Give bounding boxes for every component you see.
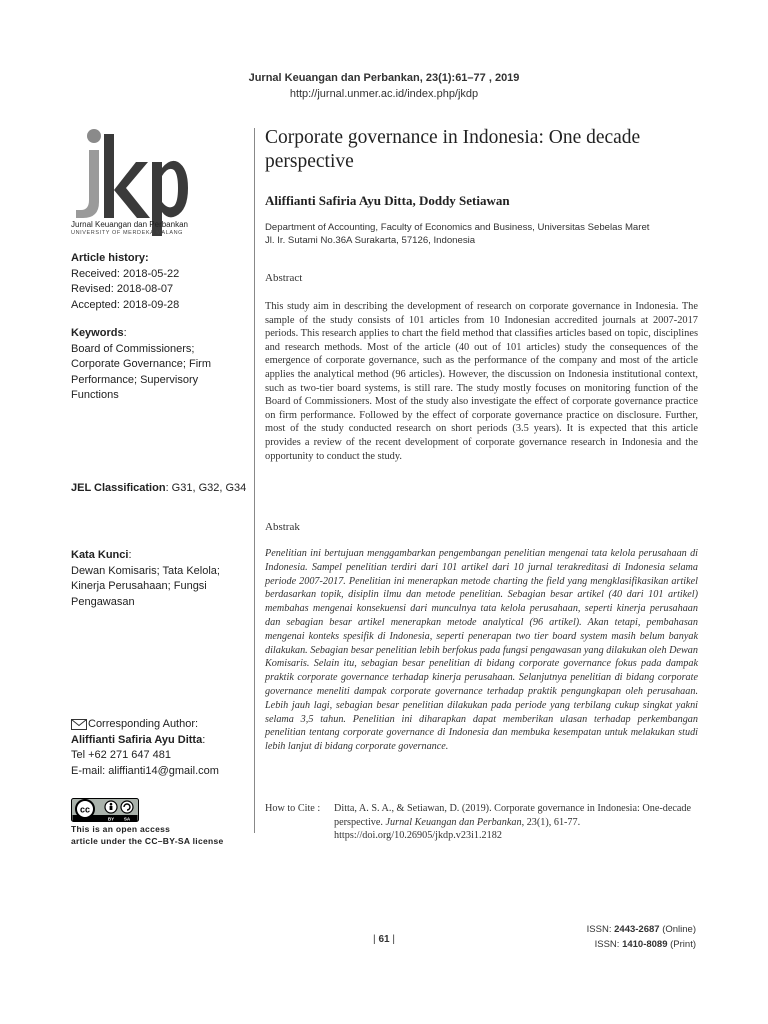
citation-part-2[interactable]: , 23(1), 61-77. https://doi.org/10.26905/jkdp.v23i1.2182	[334, 816, 581, 841]
author-affiliation	[265, 221, 698, 247]
article-authors: Aliffianti Safiria Ayu Ditta, Doddy Setiawan	[265, 193, 510, 208]
svg-text:cc: cc	[79, 804, 91, 815]
citation-journal: Jurnal Keuangan dan Perbankan	[385, 816, 522, 828]
issn-online-number: 2443-2687	[614, 924, 660, 935]
kata-kunci-line: Dewan Komisaris; Tata Kelola;	[71, 564, 220, 577]
issn-print-type: (Print)	[667, 939, 696, 950]
abstrak-text: Penelitian ini bertujuan menggambarkan pengembangan penelitian mengenai tata kelola perusahaan di Indonesia. Sampel penelitian terdiri dari 101 artikel dari 10 jurnal terakreditasi di Indonesia selama periode 2007-2017. Penelitian ini menerapkan metode charting the field yang mengklasifikasikan artikel berdasarkan topik, disiplin ilmu dan metode penelitian. Sebagian besar artikel (40 dari 101 artikel) membahas mengenai konsekuensi dari munculnya tata kelola perusahaan, seperti kinerja perusahaan dan sebagian besar artikel menerapkan metode analytical (96 artikel). Akan tetapi, pembahasan mengenai konteks spesifik di Indonesia, seperti penerapan two tier board system masih belum banyak dilakukan. Sebagian besar penelitian lebih berfokus pada fungsi pengawasan yang dilakukan oleh Dewan Komisaris. Selain itu, sebagian besar penelitian di bidang corporate governance fokus pada dampak praktik corporate governance terhadap kinerja perusahaan. Selanjutnya penelitian di bidang corporate governance meneliti dampak corporate governance terhadap praktik pengungkapan oleh perusahaan. Lebih jauh lagi, sebagian besar penelitian dilakukan pada periode yang terbilang cukup singkat yakni selama 3,5 tahun. Penelitian ini diharapkan dapat memberikan ulasan terhadap perkembangan penelitian tentang corporate governance di Indonesia dan membuka kesempatan untuk melakukan studi lebih lanjut di bidang corporate governance.	[265, 548, 698, 753]
corresponding-author	[71, 717, 219, 779]
corresponding-label: Corresponding Author:	[88, 718, 199, 730]
keywords-heading: Keywords	[71, 327, 124, 339]
article-history	[71, 251, 179, 313]
page-number: | 61 |	[373, 934, 395, 945]
corresponding-label-line	[71, 717, 219, 733]
issn-online-label: ISSN:	[586, 924, 615, 935]
kata-kunci-heading-line: Kata Kunci:	[71, 549, 132, 561]
keyword-line: Functions	[71, 389, 119, 401]
journal-header	[0, 70, 768, 102]
issn-online	[587, 922, 696, 937]
open-access-line-1: This is an open access	[71, 824, 171, 834]
logo-university: UNIVERSITY OF MERDEKA MALANG	[71, 230, 184, 236]
issn-print	[587, 937, 696, 952]
keyword-line: Corporate Governance; Firm	[71, 358, 211, 370]
corresponding-email[interactable]: E-mail: aliffianti14@gmail.com	[71, 764, 219, 777]
kata-kunci-line: Pengawasan	[71, 595, 135, 608]
affiliation-line-1: Department of Accounting, Faculty of Economics and Business, Universitas Sebelas Maret	[265, 222, 650, 233]
kata-kunci-line: Kinerja Perusahaan; Fungsi	[71, 580, 207, 592]
how-to-cite-label: How to Cite :	[265, 803, 321, 814]
issn-print-label: ISSN:	[594, 939, 623, 950]
keywords-heading-line: Keywords:	[71, 327, 127, 339]
logo-journal-name: Jurnal Keuangan dan Perbankan	[71, 220, 188, 229]
jel-codes: : G31, G32, G34	[165, 482, 247, 494]
revised-date: Revised: 2018-08-07	[71, 283, 174, 295]
corresponding-name: Aliffianti Safiria Ayu Ditta	[71, 733, 203, 746]
svg-text:BY: BY	[107, 816, 115, 822]
affiliation-line-2: Jl. Ir. Sutami No.36A Surakarta, 57126, Indonesia	[265, 235, 476, 246]
article-title: Corporate governance in Indonesia: One decade perspective	[265, 127, 641, 172]
issn-print-number: 1410-8089	[622, 939, 668, 950]
envelope-icon	[71, 719, 87, 730]
issn-block	[587, 922, 696, 952]
accepted-date: Accepted: 2018-09-28	[71, 298, 180, 311]
jel-heading: JEL Classification	[71, 482, 166, 494]
journal-citation: Jurnal Keuangan dan Perbankan, 23(1):61–77 , 2019	[248, 72, 520, 84]
keywords	[71, 326, 211, 404]
citation-part-1: Ditta, A. S. A., & Setiawan, D. (2019). Corporate governance in Indonesia: One-decade perspective.	[334, 803, 692, 828]
corresponding-tel: Tel +62 271 647 481	[71, 749, 172, 761]
kata-kunci-heading: Kata Kunci	[71, 549, 129, 561]
corresponding-name-line: Aliffianti Safiria Ayu Ditta:	[71, 733, 206, 746]
journal-url[interactable]: http://jurnal.unmer.ac.id/index.php/jkdp	[289, 88, 479, 100]
received-date: Received: 2018-05-22	[71, 267, 180, 280]
open-access-note	[71, 823, 224, 847]
issn-online-type: (Online)	[659, 924, 696, 935]
abstract-heading: Abstract	[265, 272, 303, 284]
article-history-heading: Article history:	[71, 252, 149, 264]
abstrak-heading: Abstrak	[265, 521, 300, 533]
cc-by-sa-badge[interactable]	[71, 798, 139, 822]
jel-classification	[71, 481, 246, 497]
page-number-value: 61	[378, 934, 390, 945]
keyword-line: Performance; Supervisory	[71, 373, 199, 386]
keyword-line: Board of Commissioners;	[71, 342, 195, 355]
column-divider	[254, 128, 255, 833]
open-access-line-2: article under the CC–BY-SA license	[71, 836, 224, 846]
abstract-text: This study aim in describing the development of research on corporate governance in Indonesia. The sample of the study consists of 101 articles from 10 Indonesian accredited journals at 2007-2017 periods. This research applies to chart the field method that classifies articles based on topic, disciplines and research methods. Most of the article (40 out of 101 articles) study the consequences of the emergence of corporate governance, such as the performance of the company and most of the article applies the analytical method (96 articles). However, the discussion on Indonesia institutional context, such as two-tier board systems, is still rare. The study mostly focuses on monitoring function of the Board of Commissioners. Most of the study also investigate the effect of corporate governance practice on firm performance. Followed by the effect of corporate governance practice on disclosure. Further, most of the study conducted research on short periods (3.5 years). It is expected that this article provides a review of the recent development of corporate governance research in Indonesia and the opportunity to conduct the study.	[265, 301, 698, 462]
logo-caption	[71, 220, 188, 238]
svg-text:SA: SA	[123, 816, 131, 822]
kata-kunci	[71, 548, 220, 610]
citation-text	[334, 802, 698, 843]
